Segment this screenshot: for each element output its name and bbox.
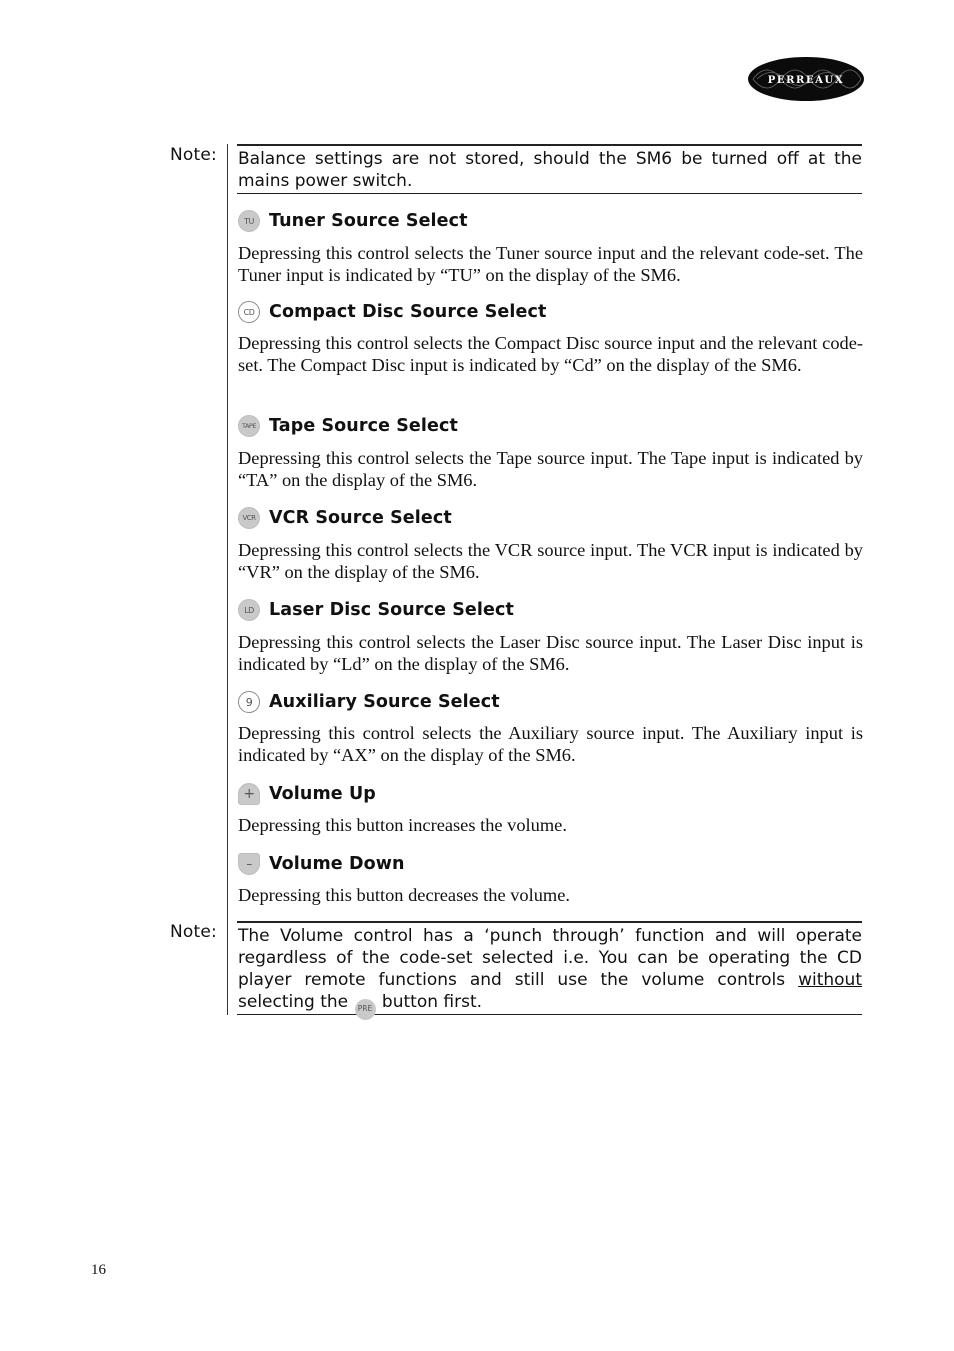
perreaux-logo xyxy=(747,56,865,102)
section-title: VCR Source Select xyxy=(269,508,452,528)
tape-button-icon: TAPE xyxy=(238,415,260,437)
page-number: 16 xyxy=(91,1262,106,1278)
section-body: Depressing this control selects the VCR source input. The VCR input is indicated by “VR” on the display of the SM6. xyxy=(238,540,863,583)
section-body: Depressing this button increases the volume. xyxy=(238,815,567,835)
note-text-part: selecting the xyxy=(238,992,354,1012)
section-title: Tape Source Select xyxy=(269,416,458,436)
note-label: Note: xyxy=(170,145,217,165)
section-heading-tuner xyxy=(238,208,468,234)
auxiliary-button-icon: 9 xyxy=(238,691,260,713)
section-title: Compact Disc Source Select xyxy=(269,302,547,322)
section-heading-volume-down xyxy=(238,851,405,877)
section-heading-tape xyxy=(238,413,458,439)
cd-button-icon: CD xyxy=(238,301,260,323)
section-body: Depressing this control selects the Auxiliary source input. The Auxiliary input is indicated by “AX” on the display of the SM6. xyxy=(238,723,863,766)
section-heading-auxiliary xyxy=(238,689,500,715)
section-body: Depressing this control selects the Laser Disc source input. The Laser Disc input is indicated by “Ld” on the display of the SM6. xyxy=(238,632,863,675)
note-emphasis: without xyxy=(798,970,862,990)
pre-button-icon: PRE xyxy=(355,999,376,1020)
section-heading-vcr xyxy=(238,505,452,531)
section-heading-ld xyxy=(238,597,514,623)
vcr-button-icon: VCR xyxy=(238,507,260,529)
tuner-button-icon: TU xyxy=(238,210,260,232)
note-text-part: The Volume control has a ‘punch through’ function and will operate regardless of the code-set selected i.e. You can be operating the CD player remote functions and still use the volume controls xyxy=(238,926,862,990)
ld-button-icon: LD xyxy=(238,599,260,621)
section-title: Volume Up xyxy=(269,784,376,804)
section-body: Depressing this button decreases the volume. xyxy=(238,885,570,905)
section-heading-volume-up xyxy=(238,781,376,807)
note-text xyxy=(237,921,862,1015)
note-text-part: button first. xyxy=(376,992,483,1012)
section-body: Depressing this control selects the Compact Disc source input and the relevant code-set. The Compact Disc input is indicated by “Cd” on the display of the SM6. xyxy=(238,333,863,376)
section-body: Depressing this control selects the Tape source input. The Tape input is indicated by “TA” on the display of the SM6. xyxy=(238,448,863,491)
section-title: Tuner Source Select xyxy=(269,211,468,231)
volume-down-button-icon: – xyxy=(238,853,260,875)
note-label: Note: xyxy=(170,922,217,942)
section-title: Laser Disc Source Select xyxy=(269,600,514,620)
note-column-divider xyxy=(227,144,228,1015)
section-heading-cd xyxy=(238,299,546,325)
section-body: Depressing this control selects the Tuner source input and the relevant code-set. The Tuner input is indicated by “TU” on the display of the SM6. xyxy=(238,243,863,286)
section-title: Auxiliary Source Select xyxy=(269,692,500,712)
volume-up-button-icon: + xyxy=(238,783,260,805)
note-text: Balance settings are not stored, should the SM6 be turned off at the mains power switch. xyxy=(237,144,862,194)
section-title: Volume Down xyxy=(269,854,405,874)
logo-text: PERREAUX xyxy=(767,75,845,86)
